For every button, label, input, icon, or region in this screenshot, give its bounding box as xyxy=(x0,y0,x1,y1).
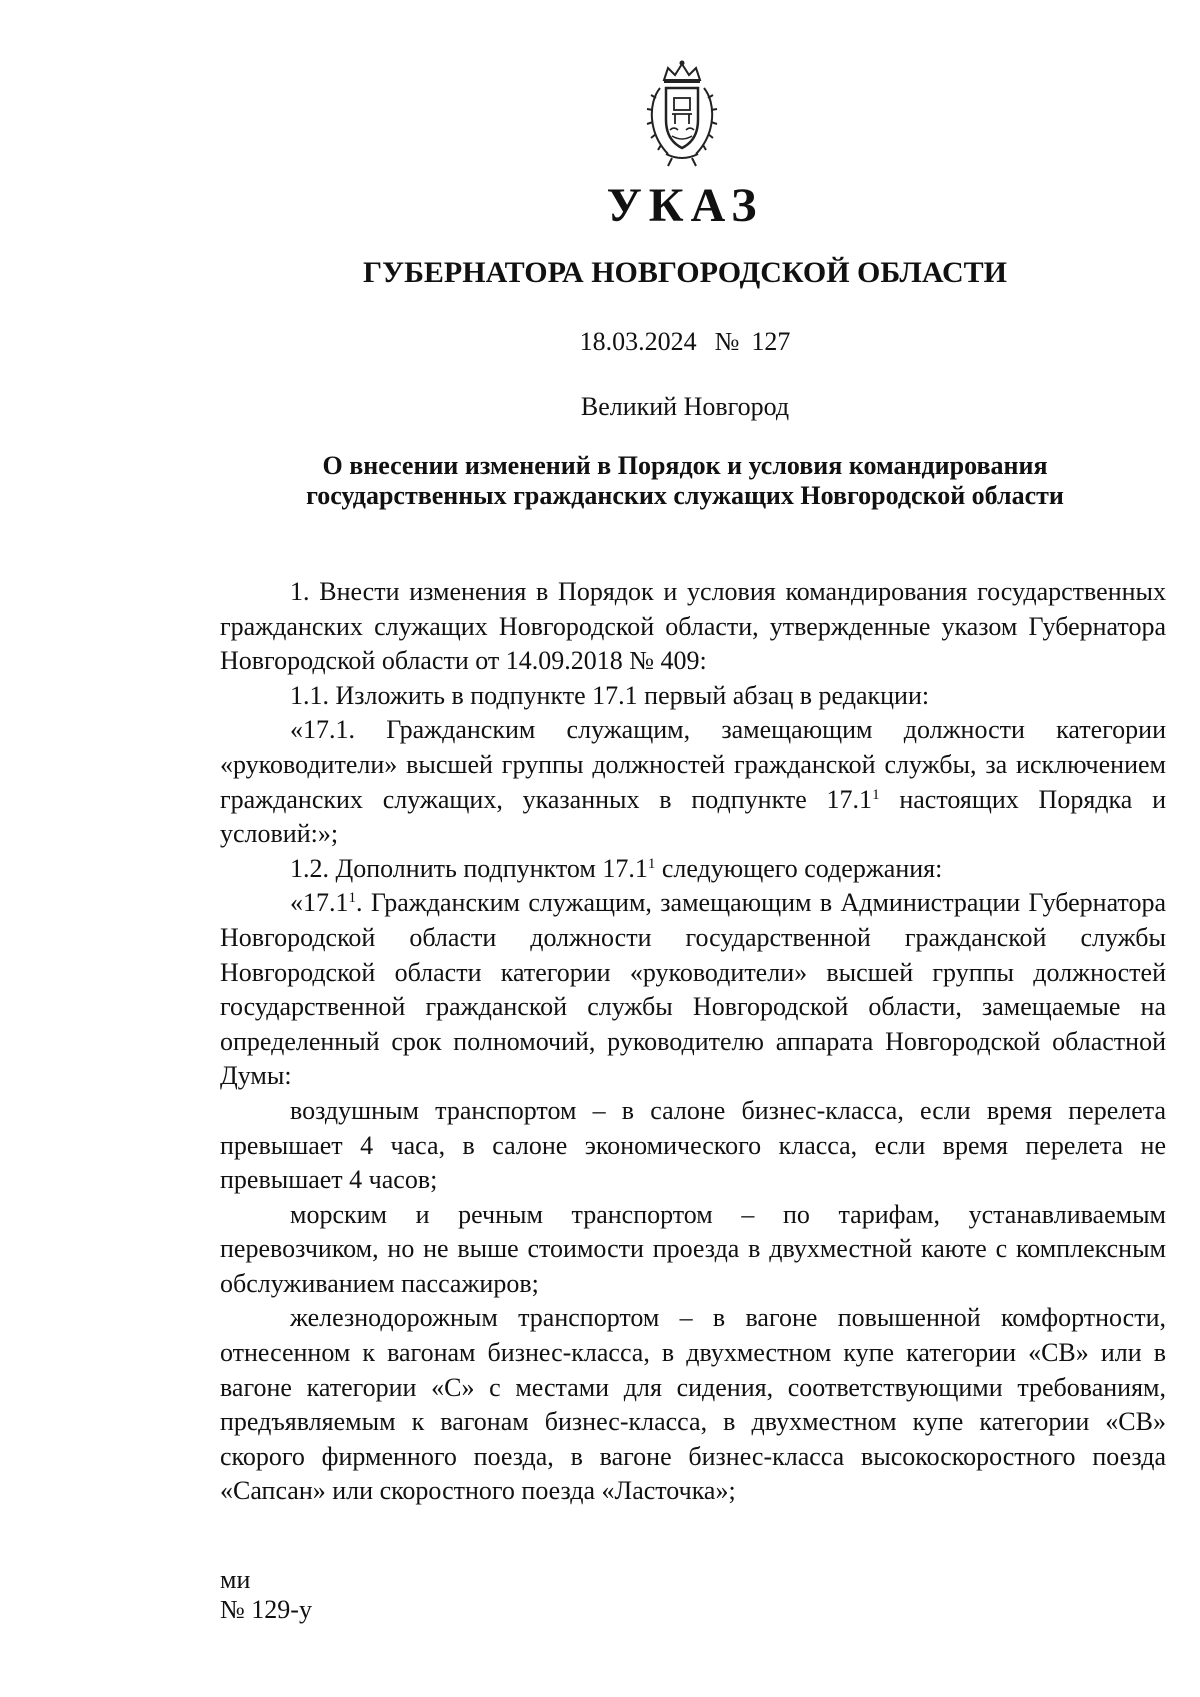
subject-line-1: О внесении изменений в Порядок и условия командирования xyxy=(322,451,1048,480)
superscript: 1 xyxy=(647,855,656,872)
paragraph-text: «17.1. Гражданским служащим, замещающим должности категории «руководители» высшей группы должностей гражданской службы, за исключением гражданских служащих, указанных в подпункте 17.1 xyxy=(220,715,1166,814)
city: Великий Новгород xyxy=(580,392,790,421)
footer-doc-number: № 129-у xyxy=(220,1595,312,1624)
document-body xyxy=(220,575,1166,1509)
superscript: 1 xyxy=(348,890,356,907)
paragraph-text: «17.1 xyxy=(290,888,349,918)
date-number-line xyxy=(0,327,1200,357)
paragraph-air-transport: воздушным транспортом – в салоне бизнес-класса, если время перелета превышает 4 часа, в салоне экономического класса, если время перелета не превышает 4 часов; xyxy=(220,1095,1166,1195)
document-date: 18.03.2024 xyxy=(579,327,697,356)
novgorod-coat-of-arms-icon xyxy=(642,58,722,168)
document-subject xyxy=(220,451,1150,511)
subject-line-2: государственных гражданских служащих Новгородской области xyxy=(306,481,1064,510)
paragraph-sea-river-transport: морским и речным транспортом – по тарифам, устанавливаемым перевозчиком, но не выше стоимости проезда в двухместной каюте с комплексным обслуживанием пассажиров; xyxy=(220,1199,1166,1298)
document-footer xyxy=(220,1565,312,1625)
document-issuer: ГУБЕРНАТОРА НОВГОРОДСКОЙ ОБЛАСТИ xyxy=(362,256,1008,289)
paragraph-text: . Гражданским служащим, замещающим в Администрации Губернатора Новгородской области должности государственной гражданской службы Новгородской области категории «руководители» высшей группы должностей государственной гражданской службы Новгородской области, замещаемые на определенный срок полномочий, руководителю аппарата Новгородской областной Думы: xyxy=(220,888,1166,1091)
number-sign: № xyxy=(714,327,740,356)
footer-initials: ми xyxy=(220,1565,251,1594)
paragraph-17-1-quote xyxy=(220,713,1166,851)
document-number: 127 xyxy=(751,327,791,356)
paragraph-text: настоящих Порядка и условий:»; xyxy=(220,784,1166,849)
paragraph-rail-transport: железнодорожным транспортом – в вагоне повышенной комфортности, отнесенном к вагонам бизнес-класса, в двухместном купе категории «СВ» или в вагоне категории «С» с местами для сидения, соответствующими требованиям, предъявляемым к вагонам бизнес-класса, в двухместном купе категории «СВ» скорого фирменного поезда, в вагоне бизнес-класса высокоскоростного поезда «Сапсан» или скоростного поезда «Ласточка»; xyxy=(220,1303,1166,1506)
superscript: 1 xyxy=(872,786,880,803)
paragraph-1-2 xyxy=(220,852,1166,887)
paragraph-17-1-1-quote xyxy=(220,886,1166,1094)
paragraph-text: следующего содержания: xyxy=(655,853,943,883)
paragraph-1-1: 1.1. Изложить в подпункте 17.1 первый абзац в редакции: xyxy=(290,680,930,710)
document-title: УКАЗ xyxy=(606,179,764,232)
paragraph-1: 1. Внести изменения в Порядок и условия командирования государственных гражданских служащих Новгородской области, утвержденные указом Губернатора Новгородской области от 14.09.2018 № 409: xyxy=(220,577,1166,676)
paragraph-text: 1.2. Дополнить подпунктом 17.1 xyxy=(290,853,648,883)
